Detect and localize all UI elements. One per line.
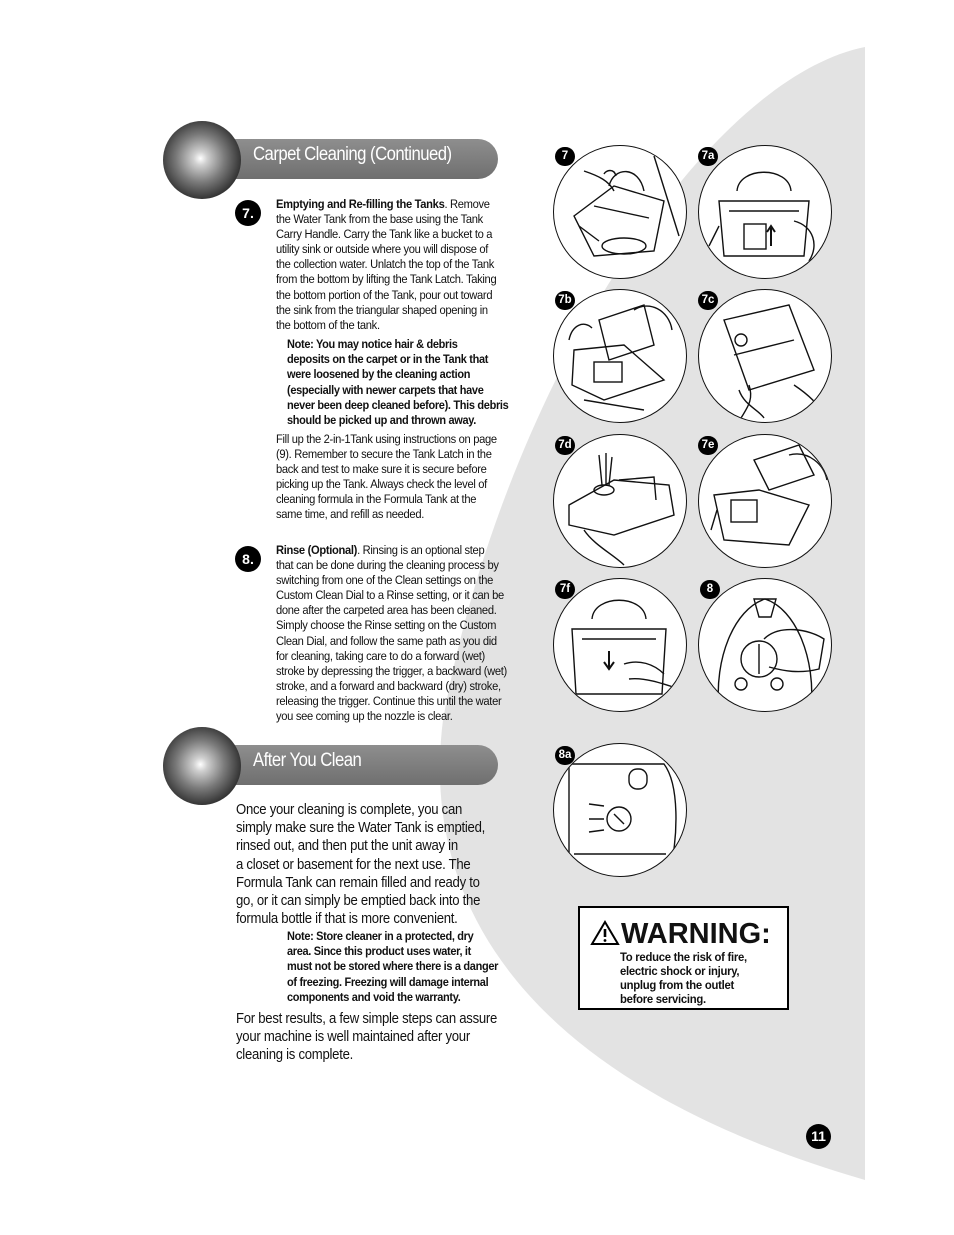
step-7-line: from the bottom by lifting the Tank Latch. Taking [276,272,497,287]
note-line: Note: You may notice hair & debris [287,337,458,351]
step-8-line: Rinse (Optional). Rinsing is an optional step [276,543,485,557]
figure-label: 7a [698,147,718,166]
figure-7a-illustration [698,145,832,279]
note-line: deposits on the carpet or in the Tank that [287,352,489,367]
figure-label: 8 [700,580,720,599]
refill-line: Fill up the 2-in-1Tank using instructions on page [276,432,497,446]
figure-7c-illustration [698,289,832,423]
step-8-line: Clean Dial, and follow the same path as you did [276,633,497,648]
step-number-8: 8. [235,546,261,572]
step-8-line: done after the carpeted area has been cleaned. [276,603,497,618]
figure-label: 7b [555,291,575,310]
section-header-carpet-cleaning [163,121,503,201]
paragraph-line: cleaning is complete. [236,1047,353,1064]
section-title: After You Clean [253,750,362,771]
step-8-line: Simply choose the Rinse setting on the Custom [276,618,497,633]
note-line: Note: Store cleaner in a protected, dry [287,929,474,943]
figure-label: 7d [555,436,575,455]
step-8-line: Custom Clean Dial to a Rinse setting, or it can be [276,588,504,603]
step-8-line: you see coming up the nozzle is clear. [276,709,453,724]
figure-7b-illustration [553,289,687,423]
figure-8a-illustration [553,743,687,877]
header-sphere-icon [163,727,241,805]
refill-line: same time, and refill as needed. [276,507,424,522]
step-8-line: releasing the trigger. Continue this until the water [276,693,502,708]
header-sphere-icon [163,121,241,199]
refill-line: (9). Remember to secure the Tank Latch in the [276,447,492,462]
step-7-text [276,197,528,333]
refill-line: back and test to make sure it is secure before [276,462,487,477]
note-line: of freezing. Freezing will damage internal [287,974,489,989]
figure-7d-illustration [553,434,687,568]
warning-line: electric shock or injury, [620,964,740,978]
after-note [287,929,530,1005]
note-line: were loosened by the cleaning action [287,367,471,382]
paragraph-line: your machine is well maintained after your [236,1029,470,1046]
paragraph-line: a closet or basement for the next use. The [236,856,471,873]
warning-line: unplug from the outlet [620,978,734,992]
step-7-note [287,337,530,428]
figure-label: 7e [698,436,718,455]
step-7-line: the bottom portion of the Tank, pour out toward [276,287,493,302]
step-8-line: switching from one of the Clean settings on the [276,573,494,588]
note-line: area. Since this product uses water, it [287,944,472,959]
warning-box [578,906,789,1010]
figure-label: 7 [555,147,575,166]
paragraph-line: go, or it can simply be emptied back into the [236,893,481,910]
step-7-line: the sink from the triangular shaped opening in [276,302,488,317]
step-8-line: stroke by depressing the trigger, a backward (wet) [276,663,507,678]
note-line: (especially with newer carpets that have [287,382,484,397]
warning-text [620,950,747,1006]
step-7-line: Emptying and Re-filling the Tanks. Remove [276,197,490,211]
warning-title: WARNING: [621,918,771,950]
paragraph-line: rinsed out, and then put the unit away in [236,838,458,855]
step-8-line: for cleaning, taking care to do a forward (wet) [276,648,485,663]
paragraph-line: For best results, a few simple steps can assure [236,1011,498,1027]
page-number: 11 [806,1124,831,1149]
figure-7f-illustration [553,578,687,712]
figure-7e-illustration [698,434,832,568]
after-paragraph-1 [236,801,533,928]
warning-line: To reduce the risk of fire, [620,950,747,964]
step-7-line: utility sink or outside where you will dispose of [276,242,489,257]
note-line: must not be stored where there is a danger [287,959,499,974]
step-8-line: that can be done during the cleaning process by [276,558,499,573]
paragraph-line: formula bottle if that is more convenient. [236,911,458,928]
figure-label: 8a [555,746,575,765]
refill-line: cleaning formula in the Formula Tank at the [276,492,477,507]
note-line: never been deep cleaned before). This debris [287,397,509,412]
step-8-lead: Rinse (Optional) [276,543,358,557]
section-title: Carpet Cleaning (Continued) [253,144,452,165]
figure-8-illustration [698,578,832,712]
step-7-lead: Emptying and Re-filling the Tanks [276,197,445,211]
after-paragraph-2 [236,1010,533,1065]
note-line: components and void the warranty. [287,989,461,1004]
paragraph-line: Once your cleaning is complete, you can [236,802,463,818]
refill-line: picking up the Tank. Always check the level of [276,477,487,492]
section-header-after-you-clean [163,727,503,807]
step-7-line: Carry Handle. Carry the Tank like a bucket to a [276,227,493,242]
note-line: should be picked up and thrown away. [287,413,476,428]
step-7-line: the collection water. Unlatch the top of the Tank [276,257,495,272]
step-number-7: 7. [235,200,261,226]
step-7-line: the Water Tank from the base using the Tank [276,212,483,227]
step-7-refill-text [276,432,528,523]
paragraph-line: simply make sure the Water Tank is emptied, [236,820,485,837]
paragraph-line: Formula Tank can remain filled and ready to [236,874,480,891]
step-7-line: the bottom of the tank. [276,317,380,332]
warning-line: before servicing. [620,992,706,1006]
figure-7-illustration [553,145,687,279]
figure-label: 7c [698,291,718,310]
figure-label: 7f [555,580,575,599]
step-8-text [276,543,528,724]
step-8-line: stroke, and a forward and backward (dry) stroke, [276,678,501,693]
